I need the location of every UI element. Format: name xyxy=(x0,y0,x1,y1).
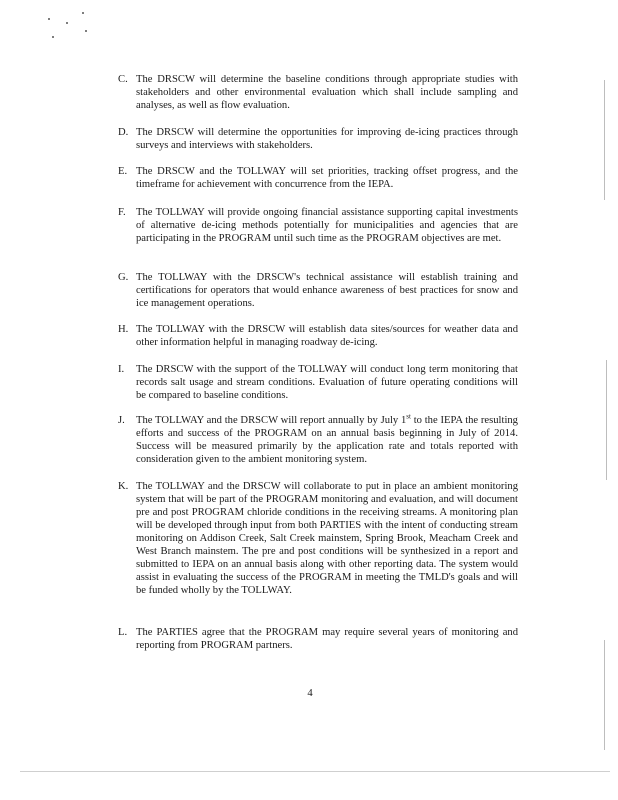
item-text: The DRSCW will determine the baseline conditions through appropriate studies with stakeholders and other environmental evaluation which shall include sampling and analyses, as well as flow evaluation. xyxy=(136,74,518,111)
item-letter: G. xyxy=(118,272,129,283)
list-item-l xyxy=(118,626,518,652)
page-number: 4 xyxy=(307,688,313,699)
scan-speck xyxy=(85,30,87,32)
list-item-g xyxy=(118,271,518,310)
scan-speck xyxy=(52,36,54,38)
item-letter: I. xyxy=(118,364,125,375)
scan-bottom-edge xyxy=(20,771,610,772)
list-item-h xyxy=(118,323,518,349)
list-item-k xyxy=(118,480,518,597)
list-item-c xyxy=(118,73,518,112)
list-item-d xyxy=(118,126,518,152)
item-text xyxy=(118,414,518,466)
item-text: The DRSCW and the TOLLWAY will set priorities, tracking offset progress, and the timeframe for achievement with concurrence from the IEPA. xyxy=(136,166,518,190)
scan-speck xyxy=(48,18,50,20)
item-letter: H. xyxy=(118,324,129,335)
item-text-superscript: st xyxy=(406,412,411,421)
list-item-f xyxy=(118,206,518,245)
list-item-j xyxy=(118,414,518,466)
item-text: The DRSCW will determine the opportunities for improving de-icing practices through surveys and interviews with stakeholders. xyxy=(136,127,518,151)
scan-edge-line xyxy=(606,360,607,480)
scan-edge-line xyxy=(604,640,605,750)
item-text: The TOLLWAY with the DRSCW's technical assistance will establish training and certifications for operators that would enhance awareness of best practices for snow and ice management operations. xyxy=(136,272,518,309)
item-text: The TOLLWAY with the DRSCW will establish data sites/sources for weather data and other information helpful in managing roadway de-icing. xyxy=(136,324,518,348)
item-letter: L. xyxy=(118,627,128,638)
item-text: The TOLLWAY and the DRSCW will collaborate to put in place an ambient monitoring system that will be part of the PROGRAM monitoring and evaluation, and will document pre and post PROGRAM chloride conditions in the receiving streams. A monitoring plan will be developed through input from both PARTIES with the intent of conducting stream monitoring on Addison Creek, Salt Creek mainstem, Spring Brook, Meacham Creek and West Branch mainstem. The pre and post conditions will be synthesized in a report and submitted to IEPA on an annual basis along with other reporting data. The system would assist in evaluating the success of the PROGRAM in meeting the TMLD's goals and will be funded wholly by the TOLLWAY. xyxy=(136,481,518,596)
item-text-before: The TOLLWAY and the DRSCW will report annually by July 1 xyxy=(136,415,407,426)
item-letter: F. xyxy=(118,207,126,218)
scan-speck xyxy=(66,22,68,24)
list-item-i xyxy=(118,363,518,402)
item-letter: K. xyxy=(118,481,129,492)
scan-edge-line xyxy=(604,80,605,200)
item-letter: D. xyxy=(118,127,129,138)
item-text: The TOLLWAY will provide ongoing financial assistance supporting capital investments of alternative de-icing methods potentially for municipalities and agencies that are participating in the PROGRAM until such time as the PROGRAM objectives are met. xyxy=(136,207,518,244)
item-letter: C. xyxy=(118,74,128,85)
item-text: The DRSCW with the support of the TOLLWAY will conduct long term monitoring that records salt usage and stream conditions. Evaluation of future operating conditions will be compared to baseline conditions. xyxy=(136,364,518,401)
item-letter: E. xyxy=(118,166,128,177)
item-letter: J. xyxy=(118,415,125,426)
scan-speck xyxy=(82,12,84,14)
item-text: The PARTIES agree that the PROGRAM may require several years of monitoring and reporting from PROGRAM partners. xyxy=(136,627,518,651)
item-text-after: to the IEPA the resulting efforts and success of the PROGRAM on an annual basis beginning in July of 2014. Success will be measured primarily by the application rate and totals reported with consideration given to the ambient monitoring system. xyxy=(136,415,518,465)
list-item-e xyxy=(118,165,518,191)
